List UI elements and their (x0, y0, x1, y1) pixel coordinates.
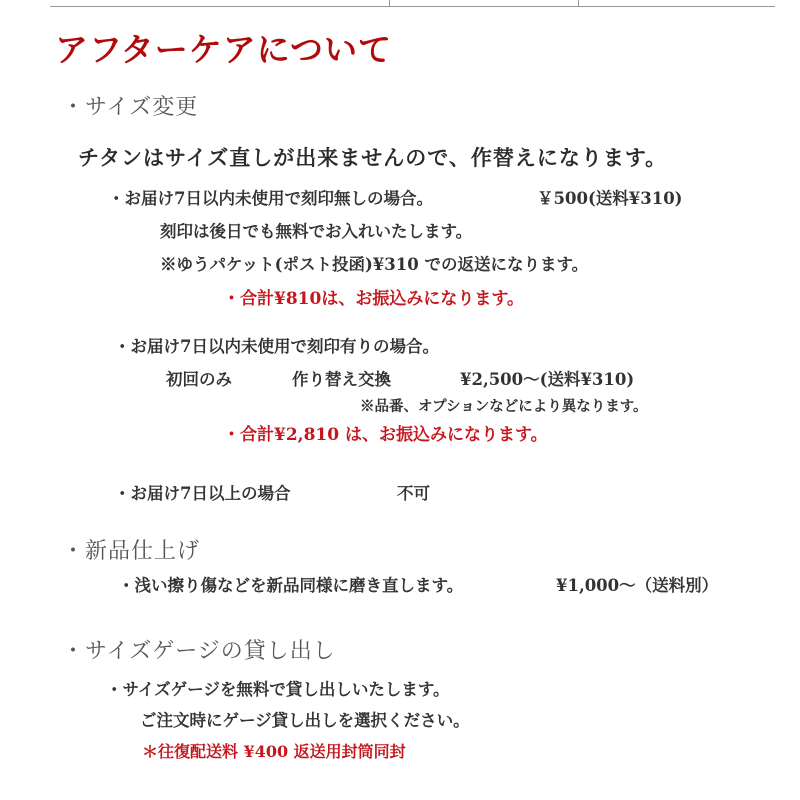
case2-line: ・お届け7日以内未使用で刻印有りの場合。 (114, 337, 439, 356)
top-rule-tick (389, 0, 390, 6)
case1-note1: 刻印は後日でも無料でお入れいたします。 (160, 222, 473, 241)
section-heading-refinish: ・新品仕上げ (62, 539, 201, 564)
case1-total: ・合計¥810は、お振込みになります。 (223, 289, 524, 309)
refinish-price: ¥1,000～（送料別） (556, 576, 719, 595)
case2-price: ¥2,500～(送料¥310) (460, 370, 635, 389)
case1-line: ・お届け7日以内未使用で刻印無しの場合。 (108, 189, 433, 208)
section-heading-size-change: ・サイズ変更 (62, 95, 199, 120)
case1-price: ￥500(送料¥310) (537, 189, 683, 208)
case3-status: 不可 (397, 484, 430, 503)
gauge-line2: ご注文時にゲージ貸し出しを選択ください。 (140, 711, 470, 730)
case2-note: ※品番、オプションなどにより異なります。 (360, 398, 648, 415)
case2-exchange: 作り替え交換 (292, 370, 391, 389)
top-rule-tick (578, 0, 579, 6)
case3-line: ・お届け7日以上の場合 (114, 484, 291, 503)
gauge-line1: ・サイズゲージを無料で貸し出しいたします。 (106, 680, 450, 699)
case1-note2: ※ゆうパケット(ポスト投函)¥310 での返送になります。 (160, 255, 589, 274)
case2-total: ・合計¥2,810 は、お振込みになります。 (223, 425, 548, 445)
gauge-note: ＊往復配送料 ¥400 返送用封筒同封 (142, 742, 406, 761)
case2-first-only: 初回のみ (166, 370, 232, 389)
section-heading-gauge: ・サイズゲージの貸し出し (62, 639, 336, 664)
page-title: アフターケアについて (55, 30, 393, 69)
refinish-line: ・浅い擦り傷などを新品同様に磨き直します。 (118, 576, 464, 595)
top-rule (50, 6, 775, 7)
size-change-lead: チタンはサイズ直しが出来ませんので、作替えになります。 (78, 145, 668, 170)
